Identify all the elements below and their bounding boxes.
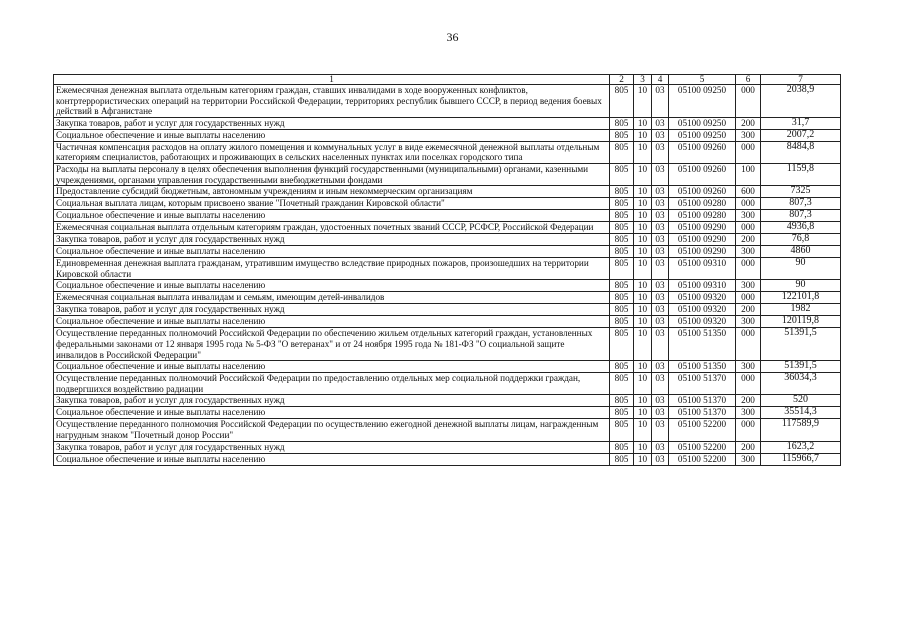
row-amount: 2038,9 (761, 85, 841, 118)
row-description: Осуществление переданных полномочий Российской Федерации по предоставлению отдельных мер социальной поддержки граждан, подвергшихся воздействию радиации (54, 373, 610, 395)
table-row (54, 186, 841, 198)
row-grbs-code: 805 (610, 246, 634, 258)
row-amount: 1623,2 (761, 441, 841, 453)
row-description: Единовременная денежная выплата гражданам, утратившим имущество вследствие природных пожаров, произошедших на территории Кировской области (54, 258, 610, 280)
row-amount: 35514,3 (761, 407, 841, 419)
row-subsection-code: 03 (652, 441, 669, 453)
table-row (54, 246, 841, 258)
row-section-code: 10 (634, 129, 652, 141)
row-section-code: 10 (634, 361, 652, 373)
row-grbs-code: 805 (610, 304, 634, 316)
row-target-article: 05100 09320 (669, 292, 736, 304)
row-target-article: 05100 51370 (669, 407, 736, 419)
row-description: Закупка товаров, работ и услуг для государственных нужд (54, 395, 610, 407)
row-expense-type: 200 (736, 395, 761, 407)
row-subsection-code: 03 (652, 186, 669, 198)
row-grbs-code: 805 (610, 85, 634, 118)
row-grbs-code: 805 (610, 441, 634, 453)
row-description: Частичная компенсация расходов на оплату жилого помещения и коммунальных услуг в виде ежемесячной денежной выплаты отдельным категориям специалистов, работающих и проживающих в сельских населенных пунктах или поселках городского типа (54, 141, 610, 163)
row-expense-type: 200 (736, 117, 761, 129)
row-grbs-code: 805 (610, 453, 634, 465)
row-grbs-code: 805 (610, 186, 634, 198)
row-section-code: 10 (634, 186, 652, 198)
row-expense-type: 300 (736, 316, 761, 328)
column-header: 3 (634, 75, 652, 85)
row-grbs-code: 805 (610, 419, 634, 441)
row-grbs-code: 805 (610, 361, 634, 373)
row-grbs-code: 805 (610, 258, 634, 280)
table-row (54, 280, 841, 292)
row-amount: 4936,8 (761, 222, 841, 234)
page-number: 36 (446, 30, 459, 44)
row-description: Социальное обеспечение и иные выплаты населению (54, 280, 610, 292)
table-row (54, 258, 841, 280)
table-row (54, 419, 841, 441)
row-amount: 1982 (761, 304, 841, 316)
row-amount: 4860 (761, 246, 841, 258)
row-grbs-code: 805 (610, 292, 634, 304)
row-grbs-code: 805 (610, 198, 634, 210)
row-description: Осуществление переданного полномочия Российской Федерации по осуществлению ежегодной денежной выплаты лицам, награжденным нагрудным знаком "Почетный донор России" (54, 419, 610, 441)
row-amount: 31,7 (761, 117, 841, 129)
row-subsection-code: 03 (652, 395, 669, 407)
column-header: 4 (652, 75, 669, 85)
row-expense-type: 000 (736, 373, 761, 395)
row-description: Ежемесячная социальная выплата инвалидам и семьям, имеющим детей-инвалидов (54, 292, 610, 304)
row-subsection-code: 03 (652, 361, 669, 373)
row-amount: 90 (761, 258, 841, 280)
row-subsection-code: 03 (652, 258, 669, 280)
row-section-code: 10 (634, 117, 652, 129)
row-section-code: 10 (634, 222, 652, 234)
table-row (54, 453, 841, 465)
row-subsection-code: 03 (652, 246, 669, 258)
column-header: 5 (669, 75, 736, 85)
budget-table (53, 74, 841, 466)
row-grbs-code: 805 (610, 141, 634, 163)
table-row (54, 316, 841, 328)
row-grbs-code: 805 (610, 210, 634, 222)
row-target-article: 05100 09260 (669, 141, 736, 163)
row-amount: 807,3 (761, 210, 841, 222)
row-description: Закупка товаров, работ и услуг для государственных нужд (54, 441, 610, 453)
row-amount: 51391,5 (761, 328, 841, 361)
row-section-code: 10 (634, 234, 652, 246)
row-amount: 51391,5 (761, 361, 841, 373)
row-description: Социальная выплата лицам, которым присвоено звание "Почетный гражданин Кировской области" (54, 198, 610, 210)
row-expense-type: 300 (736, 246, 761, 258)
row-target-article: 05100 52200 (669, 453, 736, 465)
row-amount: 117589,9 (761, 419, 841, 441)
row-grbs-code: 805 (610, 328, 634, 361)
row-target-article: 05100 51350 (669, 361, 736, 373)
row-description: Закупка товаров, работ и услуг для государственных нужд (54, 304, 610, 316)
row-section-code: 10 (634, 304, 652, 316)
row-subsection-code: 03 (652, 292, 669, 304)
table-row (54, 292, 841, 304)
row-expense-type: 600 (736, 186, 761, 198)
row-section-code: 10 (634, 395, 652, 407)
column-header: 2 (610, 75, 634, 85)
column-header: 7 (761, 75, 841, 85)
column-header: 6 (736, 75, 761, 85)
row-section-code: 10 (634, 280, 652, 292)
row-grbs-code: 805 (610, 222, 634, 234)
row-grbs-code: 805 (610, 163, 634, 185)
column-header: 1 (54, 75, 610, 85)
row-section-code: 10 (634, 246, 652, 258)
row-subsection-code: 03 (652, 163, 669, 185)
row-target-article: 05100 09290 (669, 246, 736, 258)
row-section-code: 10 (634, 210, 652, 222)
table-row (54, 361, 841, 373)
row-section-code: 10 (634, 292, 652, 304)
row-target-article: 05100 09320 (669, 316, 736, 328)
row-target-article: 05100 09310 (669, 280, 736, 292)
row-expense-type: 100 (736, 163, 761, 185)
table-row (54, 234, 841, 246)
row-expense-type: 200 (736, 234, 761, 246)
row-amount: 36034,3 (761, 373, 841, 395)
row-amount: 120119,8 (761, 316, 841, 328)
row-subsection-code: 03 (652, 373, 669, 395)
row-expense-type: 000 (736, 141, 761, 163)
row-expense-type: 000 (736, 419, 761, 441)
row-subsection-code: 03 (652, 129, 669, 141)
row-subsection-code: 03 (652, 222, 669, 234)
row-grbs-code: 805 (610, 117, 634, 129)
row-amount: 1159,8 (761, 163, 841, 185)
row-expense-type: 000 (736, 258, 761, 280)
row-subsection-code: 03 (652, 316, 669, 328)
row-subsection-code: 03 (652, 304, 669, 316)
table-row (54, 395, 841, 407)
row-section-code: 10 (634, 407, 652, 419)
row-target-article: 05100 09280 (669, 198, 736, 210)
table-row (54, 163, 841, 185)
table-row (54, 407, 841, 419)
row-target-article: 05100 52200 (669, 419, 736, 441)
row-section-code: 10 (634, 419, 652, 441)
row-amount: 2007,2 (761, 129, 841, 141)
row-section-code: 10 (634, 163, 652, 185)
row-target-article: 05100 09290 (669, 234, 736, 246)
row-grbs-code: 805 (610, 316, 634, 328)
row-subsection-code: 03 (652, 280, 669, 292)
row-section-code: 10 (634, 316, 652, 328)
table-row (54, 328, 841, 361)
row-subsection-code: 03 (652, 419, 669, 441)
row-description: Социальное обеспечение и иные выплаты населению (54, 210, 610, 222)
row-target-article: 05100 09250 (669, 117, 736, 129)
row-target-article: 05100 09250 (669, 85, 736, 118)
row-target-article: 05100 09320 (669, 304, 736, 316)
row-amount: 90 (761, 280, 841, 292)
table-body (54, 85, 841, 466)
row-description: Ежемесячная денежная выплата отдельным категориям граждан, ставших инвалидами в ходе вооруженных конфликтов, контртеррористических операций на территории Российской Федерации, территориях республик бывшего СССР, в период ведения боевых действий в Афганистане (54, 85, 610, 118)
row-subsection-code: 03 (652, 453, 669, 465)
row-subsection-code: 03 (652, 210, 669, 222)
row-amount: 76,8 (761, 234, 841, 246)
row-expense-type: 300 (736, 129, 761, 141)
row-expense-type: 300 (736, 280, 761, 292)
table-row (54, 441, 841, 453)
row-description: Социальное обеспечение и иные выплаты населению (54, 246, 610, 258)
table-row (54, 222, 841, 234)
table-row (54, 210, 841, 222)
row-target-article: 05100 51370 (669, 395, 736, 407)
row-description: Социальное обеспечение и иные выплаты населению (54, 316, 610, 328)
table-row (54, 304, 841, 316)
row-grbs-code: 805 (610, 280, 634, 292)
row-description: Социальное обеспечение и иные выплаты населению (54, 453, 610, 465)
row-subsection-code: 03 (652, 407, 669, 419)
row-expense-type: 000 (736, 292, 761, 304)
row-expense-type: 300 (736, 453, 761, 465)
row-target-article: 05100 09260 (669, 186, 736, 198)
row-description: Предоставление субсидий бюджетным, автономным учреждениям и иным некоммерческим организациям (54, 186, 610, 198)
row-section-code: 10 (634, 141, 652, 163)
row-subsection-code: 03 (652, 117, 669, 129)
row-description: Социальное обеспечение и иные выплаты населению (54, 361, 610, 373)
row-grbs-code: 805 (610, 129, 634, 141)
row-description: Ежемесячная социальная выплата отдельным категориям граждан, удостоенных почетных званий СССР, РСФСР, Российской Федерации (54, 222, 610, 234)
row-grbs-code: 805 (610, 407, 634, 419)
row-expense-type: 300 (736, 210, 761, 222)
row-expense-type: 000 (736, 85, 761, 118)
row-section-code: 10 (634, 258, 652, 280)
row-expense-type: 000 (736, 198, 761, 210)
row-target-article: 05100 09290 (669, 222, 736, 234)
row-expense-type: 300 (736, 407, 761, 419)
row-description: Осуществление переданных полномочий Российской Федерации по обеспечению жильем отдельных категорий граждан, установленных федеральными законами от 12 января 1995 года № 5-ФЗ "О ветеранах" и от 24 ноября 1995 года № 181-ФЗ "О социальной защите инвалидов в Российской Федерации" (54, 328, 610, 361)
row-target-article: 05100 09310 (669, 258, 736, 280)
table-row (54, 117, 841, 129)
row-expense-type: 200 (736, 304, 761, 316)
row-subsection-code: 03 (652, 85, 669, 118)
row-target-article: 05100 52200 (669, 441, 736, 453)
table-row (54, 141, 841, 163)
table-row (54, 85, 841, 118)
row-subsection-code: 03 (652, 328, 669, 361)
table-row (54, 129, 841, 141)
row-subsection-code: 03 (652, 198, 669, 210)
row-section-code: 10 (634, 328, 652, 361)
row-expense-type: 200 (736, 441, 761, 453)
row-description: Социальное обеспечение и иные выплаты населению (54, 407, 610, 419)
row-amount: 7325 (761, 186, 841, 198)
row-description: Расходы на выплаты персоналу в целях обеспечения выполнения функций государственными (муниципальными) органами, казенными учреждениями, органами управления государственными внебюджетными фондами (54, 163, 610, 185)
row-section-code: 10 (634, 441, 652, 453)
row-section-code: 10 (634, 85, 652, 118)
row-subsection-code: 03 (652, 141, 669, 163)
table-row (54, 373, 841, 395)
row-grbs-code: 805 (610, 373, 634, 395)
row-target-article: 05100 09250 (669, 129, 736, 141)
table-header-row (54, 75, 841, 85)
row-description: Закупка товаров, работ и услуг для государственных нужд (54, 234, 610, 246)
row-description: Социальное обеспечение и иные выплаты населению (54, 129, 610, 141)
row-subsection-code: 03 (652, 234, 669, 246)
row-amount: 8484,8 (761, 141, 841, 163)
row-expense-type: 000 (736, 328, 761, 361)
table-row (54, 198, 841, 210)
row-target-article: 05100 09260 (669, 163, 736, 185)
row-target-article: 05100 09280 (669, 210, 736, 222)
row-amount: 807,3 (761, 198, 841, 210)
row-target-article: 05100 51350 (669, 328, 736, 361)
row-expense-type: 300 (736, 361, 761, 373)
row-section-code: 10 (634, 198, 652, 210)
row-grbs-code: 805 (610, 395, 634, 407)
row-section-code: 10 (634, 453, 652, 465)
row-expense-type: 000 (736, 222, 761, 234)
row-amount: 115966,7 (761, 453, 841, 465)
row-target-article: 05100 51370 (669, 373, 736, 395)
row-amount: 122101,8 (761, 292, 841, 304)
row-amount: 520 (761, 395, 841, 407)
row-grbs-code: 805 (610, 234, 634, 246)
row-section-code: 10 (634, 373, 652, 395)
row-description: Закупка товаров, работ и услуг для государственных нужд (54, 117, 610, 129)
